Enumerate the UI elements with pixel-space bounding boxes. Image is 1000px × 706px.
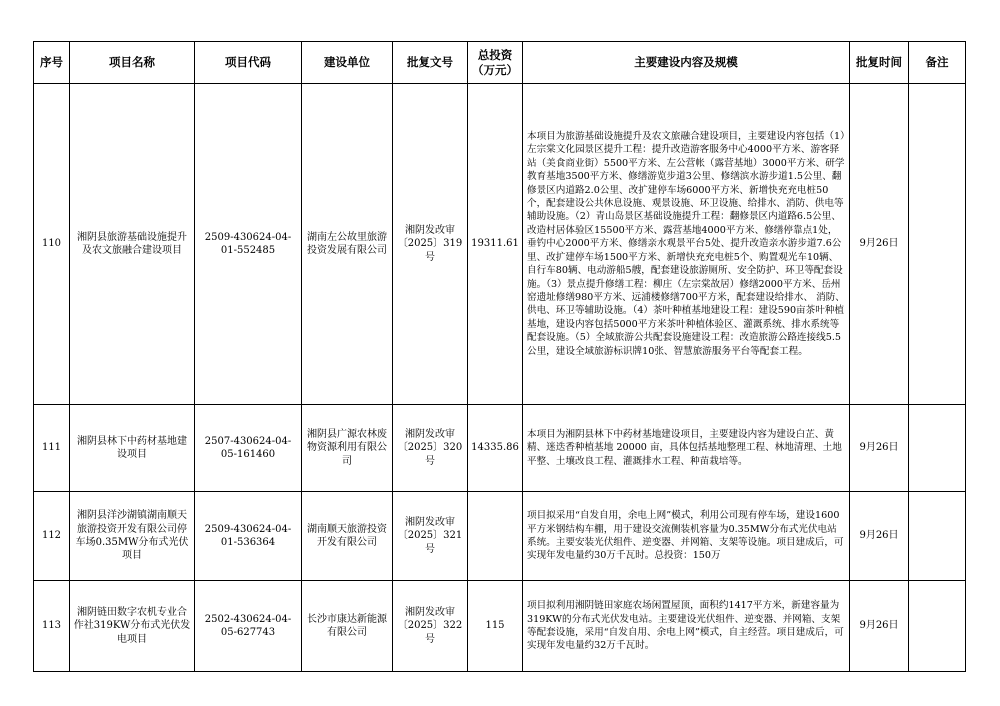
row-investment [468,492,523,581]
header-remark: 备注 [909,42,966,84]
row-project-code: 2509-430624-04-01-536364 [195,492,302,581]
row-investment: 115 [468,581,523,672]
row-content: 本项目为湘阴县林下中药材基地建设项目，主要建设内容为建设白芷、黄精、迷迭香种植基地 20000 亩，具体包括基地整理工程、林地清理、土地平整、土壤改良工程、灌溉排水工程、种苗栽培等。 [523,405,850,492]
row-project-name: 湘阴县洋沙湖镇湖南顺天旅游投资开发有限公司停车场0.35MW分布式光伏项目 [70,492,195,581]
row-construction-unit: 湖南左公故里旅游投资发展有限公司 [302,84,393,405]
table-row [34,581,966,672]
header-seq: 序号 [34,42,70,84]
row-seq: 112 [34,492,70,581]
row-remark [909,581,966,672]
table-row [34,84,966,405]
row-approval-no: 湘阴发改审〔2025〕320号 [393,405,468,492]
header-approval-date: 批复时间 [850,42,909,84]
project-approval-table-container [33,41,965,672]
row-remark [909,492,966,581]
header-name: 项目名称 [70,42,195,84]
header-investment-line1: 总投资 [477,47,513,62]
row-investment: 19311.61 [468,84,523,405]
project-approval-table [33,41,966,672]
row-remark [909,84,966,405]
row-project-code: 2502-430624-04-05-627743 [195,581,302,672]
row-construction-unit: 湖南顺天旅游投资开发有限公司 [302,492,393,581]
row-project-code: 2509-430624-04-01-552485 [195,84,302,405]
row-content: 项目拟利用湘阴链田家庭农场闲置屋顶，面积约1417平方米，新建容量为319KW的分布式光伏发电站。主要建设光伏组件、逆变器、并网箱、支架等配套设施，采用“自发自用、余电上网”模式，自主经营。项目建成后，可实现年发电量约32万千瓦时。 [523,581,850,672]
header-unit: 建设单位 [302,42,393,84]
table-row [34,405,966,492]
row-project-name: 湘阴县林下中药材基地建设项目 [70,405,195,492]
header-investment [468,42,523,84]
row-seq: 113 [34,581,70,672]
row-approval-no: 湘阴发改审〔2025〕321号 [393,492,468,581]
row-construction-unit: 长沙市康达新能源有限公司 [302,581,393,672]
header-code: 项目代码 [195,42,302,84]
row-project-name: 湘阴县旅游基础设施提升及农文旅融合建设项目 [70,84,195,405]
row-content: 本项目为旅游基础设施提升及农文旅融合建设项目，主要建设内容包括（1）左宗棠文化园景区提升工程：提升改造游客服务中心4000平方米、游客驿站（美食商业街）5500平方米、左公营帐（露营基地）3000平方米、研学教育基地3500平方米、修缮游览步道3公里、修缮滨水游步道1.5公里、翻修景区内道路2.0公里、改扩建停车场6000平方米、新增快充充电桩50个，配套建设公共休息设施、观景设施、环卫设施、给排水、消防、供电等辅助设施。（2）青山岛景区基础设施提升工程：翻修景区内道路6.5公里、改造村居体验区15500平方米、露营基地4000平方米、修缮停靠点1处，垂钓中心2000平方米、修缮亲水观景平台5处、提升改造亲水游步道7.6公里、改扩建停车场1500平方米、新增快充充电桩5个、购置观光车10辆、自行车80辆、电动游船5艘，配套建设旅游厕所、安全防护、环卫等配套设施。（3）景点提升修缮工程：柳庄（左宗棠故居）修缮2000平方米、岳州窑遗址修缮980平方米、远浦楼修缮700平方米，配套建设给排水、 消防、供电、环卫等辅助设施。（4）茶叶种植基地建设工程：建设590亩茶叶种植基地，建设内容包括5000平方米茶叶种植体验区、灌溉系统、排水系统等配套设施。（5）全域旅游公共配套设施建设工程：改造旅游公路连接线5.5公里，建设全域旅游标识牌10张、智慧旅游服务平台等配套工程。 [523,84,850,405]
row-content: 项目拟采用“自发自用，余电上网”模式，利用公司现有停车场，建设1600平方米钢结构车棚，用于建设交流侧装机容量为0.35MW分布式光伏电站系统。主要安装光伏组件、逆变器、并网箱、支架等设施。项目建成后，可实现年发电量约30万千瓦时。总投资：150万 [523,492,850,581]
table-row [34,492,966,581]
header-row [34,42,966,84]
row-approval-no: 湘阴发改审〔2025〕322号 [393,581,468,672]
row-approval-date: 9月26日 [850,581,909,672]
row-approval-date: 9月26日 [850,405,909,492]
row-remark [909,405,966,492]
row-investment: 14335.86 [468,405,523,492]
header-content: 主要建设内容及规模 [523,42,850,84]
row-project-name: 湘阴链田数字农机专业合作社319KW分布式光伏发电项目 [70,581,195,672]
header-approval-no: 批复文号 [393,42,468,84]
row-construction-unit: 湘阴县广源农林废物资源利用有限公司 [302,405,393,492]
row-approval-no: 湘阴发改审〔2025〕319号 [393,84,468,405]
row-seq: 111 [34,405,70,492]
row-project-code: 2507-430624-04-05-161460 [195,405,302,492]
header-investment-line2: （万元） [472,62,518,77]
row-seq: 110 [34,84,70,405]
row-approval-date: 9月26日 [850,84,909,405]
row-approval-date: 9月26日 [850,492,909,581]
